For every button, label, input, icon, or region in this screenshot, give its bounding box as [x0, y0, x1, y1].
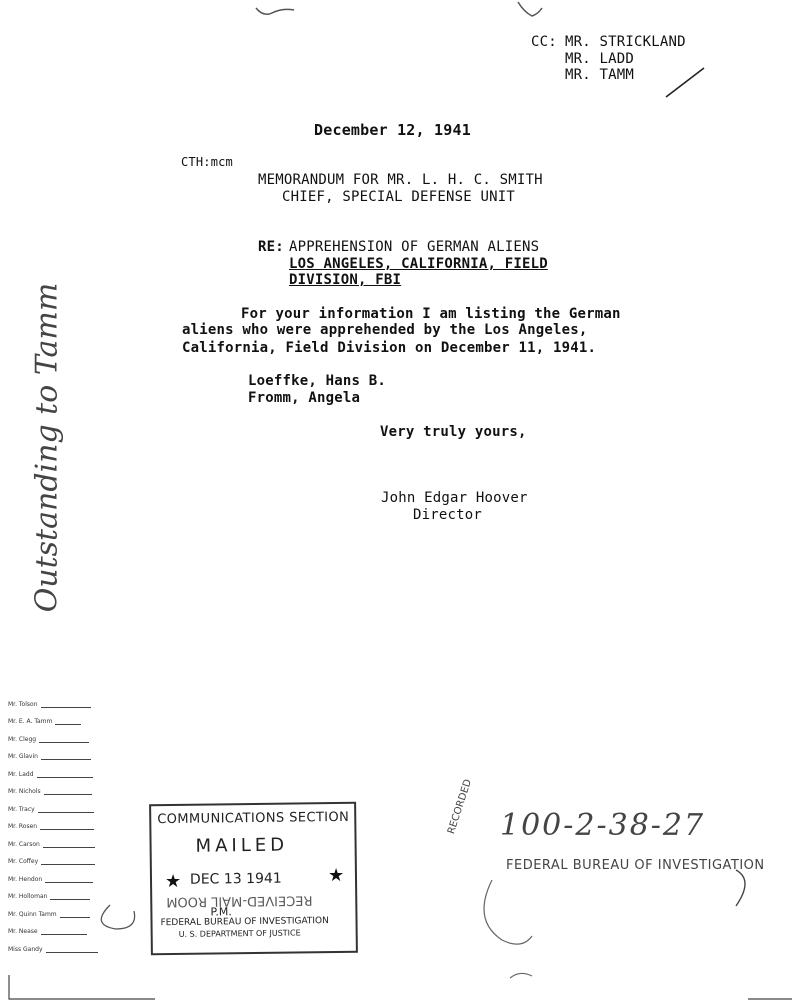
routing-name: Mr. Tracy	[8, 806, 35, 813]
routing-line	[46, 946, 98, 953]
re-label: RE:	[258, 239, 284, 255]
routing-line	[41, 701, 91, 708]
memo-addressee: MEMORANDUM FOR MR. L. H. C. SMITH	[258, 172, 543, 188]
closing: Very truly yours,	[380, 424, 527, 440]
routing-name: Mr. Quinn Tamm	[8, 911, 57, 918]
routing-entry	[8, 893, 90, 900]
re-subject-line-2: LOS ANGELES, CALIFORNIA, FIELD	[289, 256, 548, 272]
routing-name: Mr. Tolson	[8, 701, 38, 708]
routing-line	[44, 788, 92, 795]
alien-name-1: Loeffke, Hans B.	[248, 373, 387, 389]
file-number-handwritten: 100-2-38-27	[500, 808, 706, 843]
routing-entry	[8, 771, 93, 778]
stamp-time: P.M.	[210, 905, 232, 919]
body-line-2: aliens who were apprehended by the Los Angeles,	[182, 322, 588, 338]
routing-name: Mr. Coffey	[8, 858, 39, 865]
routing-name: Mr. Nichols	[8, 788, 41, 795]
routing-name: Miss Gandy	[8, 946, 43, 953]
star-icon: ★	[165, 871, 182, 892]
routing-line	[55, 718, 81, 725]
memo-addressee-title: CHIEF, SPECIAL DEFENSE UNIT	[282, 189, 515, 205]
routing-name: Mr. Hendon	[8, 876, 43, 883]
routing-line	[38, 806, 94, 813]
stamp-department: U. S. DEPARTMENT OF JUSTICE	[178, 928, 301, 939]
recorded-side-text: RECORDED	[446, 777, 475, 836]
stamp-section: COMMUNICATIONS SECTION	[157, 809, 350, 828]
body-line-1: For your information I am listing the German	[241, 306, 621, 322]
signature-name: John Edgar Hoover	[381, 490, 528, 506]
check-mark	[666, 68, 704, 97]
re-subject-line-1: APPREHENSION OF GERMAN ALIENS	[289, 239, 540, 255]
routing-entry	[8, 858, 95, 865]
memo-date: December 12, 1941	[314, 121, 471, 139]
routing-name: Mr. E. A. Tamm	[8, 718, 53, 725]
alien-name-2: Fromm, Angela	[248, 390, 361, 406]
stamp-bureau: FEDERAL BUREAU OF INVESTIGATION	[160, 916, 329, 929]
signature-title: Director	[413, 507, 483, 523]
routing-line	[50, 893, 90, 900]
routing-name: Mr. Ladd	[8, 771, 34, 778]
cc-label: CC:	[531, 34, 557, 50]
pen-loop	[101, 905, 134, 929]
pen-curve	[484, 880, 532, 944]
routing-entry	[8, 718, 81, 725]
pen-bracket	[736, 870, 745, 906]
routing-name: Mr. Rosen	[8, 823, 38, 830]
star-icon: ★	[328, 865, 345, 886]
routing-entry	[8, 788, 92, 795]
routing-entry	[8, 823, 94, 830]
typist-initials: CTH:mcm	[181, 155, 233, 169]
routing-line	[41, 753, 91, 760]
routing-line	[43, 841, 95, 848]
re-subject-line-3: DIVISION, FBI	[289, 272, 402, 288]
routing-entry	[8, 876, 93, 883]
routing-line	[40, 823, 94, 830]
routing-line	[37, 771, 93, 778]
routing-name: Mr. Holloman	[8, 893, 48, 900]
routing-line	[41, 928, 87, 935]
routing-entry	[8, 736, 89, 743]
routing-entry	[8, 928, 87, 935]
routing-entry	[8, 841, 95, 848]
mailed-stamp	[149, 802, 358, 956]
routing-entry	[8, 753, 91, 760]
routing-line	[41, 858, 95, 865]
stamp-status: MAILED	[195, 834, 289, 857]
routing-entry	[8, 806, 94, 813]
pen-tick	[510, 973, 532, 978]
routing-line	[45, 876, 93, 883]
cc-recipient-strickland: MR. STRICKLAND	[565, 34, 686, 50]
routing-name: Mr. Clegg	[8, 736, 37, 743]
cc-recipient-tamm: MR. TAMM	[565, 67, 635, 83]
routing-name: Mr. Nease	[8, 928, 38, 935]
top-scribble	[256, 8, 294, 14]
stamp-received: RECEIVED-MAIL ROOM	[166, 892, 313, 910]
body-line-3: California, Field Division on December 11, 1941.	[182, 340, 597, 356]
cc-recipient-ladd: MR. LADD	[565, 51, 635, 67]
routing-entry	[8, 911, 90, 918]
recorded-stamp-bureau: FEDERAL BUREAU OF INVESTIGATION	[506, 858, 765, 873]
routing-name: Mr. Carson	[8, 841, 40, 848]
routing-line	[39, 736, 89, 743]
routing-entry	[8, 701, 91, 708]
top-scribble-2	[518, 2, 542, 16]
corner-line	[9, 975, 155, 999]
routing-name: Mr. Glavin	[8, 753, 38, 760]
margin-handwritten-note: Outstanding to Tamm	[29, 282, 65, 613]
routing-entry	[8, 946, 98, 953]
routing-line	[60, 911, 90, 918]
stamp-date: DEC 13 1941	[189, 870, 282, 888]
